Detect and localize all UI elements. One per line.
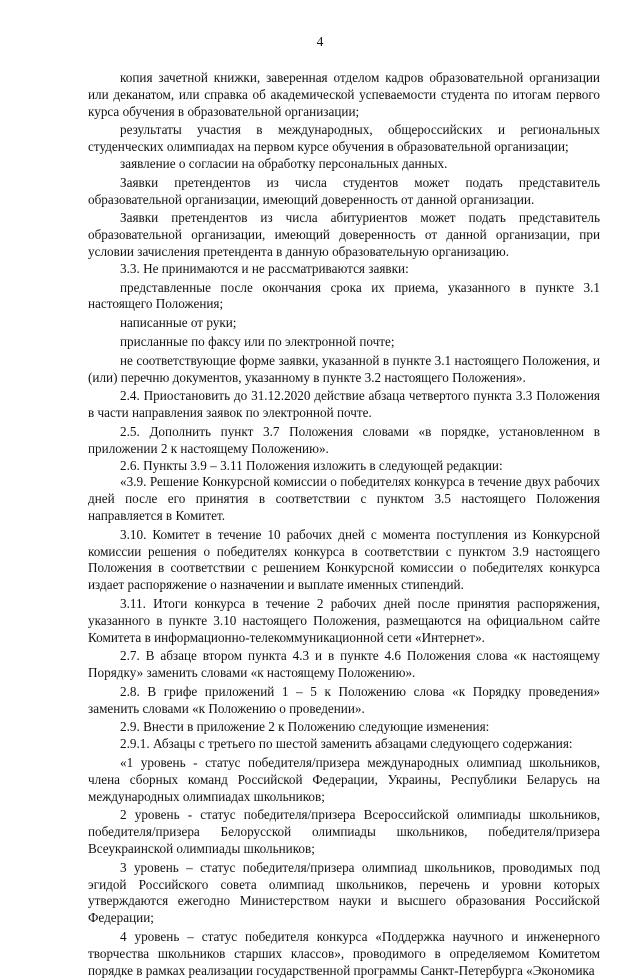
- paragraph: Заявки претендентов из числа студентов может подать представитель образовательной организации, имеющий доверенность от данной организации.: [88, 174, 600, 207]
- paragraph: 2.9.1. Абзацы с третьего по шестой заменить абзацами следующего содержания:: [120, 736, 573, 752]
- paragraph: «3.9. Решение Конкурсной комиссии о победителях конкурса в течение двух рабочих дней после его принятия в соответствии с пунктом 3.5 настоящего Положения направляется в Комитет.: [88, 474, 600, 523]
- paragraph: 3.3. Не принимаются и не рассматриваются заявки:: [120, 260, 409, 276]
- paragraph: результаты участия в международных, общероссийских и региональных студенческих олимпиадах на первом курсе обучения в образовательной организации;: [88, 122, 600, 155]
- paragraph: 4 уровень – статус победителя конкурса «Поддержка научного и инженерного творчества школьников старших классов», проводимого в определяемом Комитетом порядке в рамках реализации государственной программы Санкт-Петербурга «Экономика: [88, 929, 600, 978]
- paragraph: не соответствующие форме заявки, указанной в пункте 3.1 настоящего Положения, и (или) перечню документов, указанному в пункте 3.2 настоящего Положения».: [88, 352, 600, 385]
- paragraph: представленные после окончания срока их приема, указанного в пункте 3.1 настоящего Положения;: [88, 279, 600, 312]
- paragraph: присланные по факсу или по электронной почте;: [120, 333, 395, 349]
- paragraph: 2 уровень - статус победителя/призера Всероссийской олимпиады школьников, победителя/призера Белорусской олимпиады школьников, победителя/призера Всеукраинской олимпиады школьников;: [88, 807, 600, 857]
- paragraph: заявление о согласии на обработку персональных данных.: [120, 155, 448, 171]
- paragraph: 3.10. Комитет в течение 10 рабочих дней с момента поступления из Конкурсной комиссии решения о победителях конкурса в соответствии с пунктом 3.9 настоящего Положения в соответствии с решением Конкурсной комиссии о победителях конкурса издает распоряжение о назначении и выплате именных стипендий.: [88, 526, 600, 593]
- paragraph: 2.7. В абзаце втором пункта 4.3 и в пункте 4.6 Положения слова «к настоящему Порядку» заменить словами «к настоящему Положению».: [88, 648, 600, 681]
- paragraph: копия зачетной книжки, заверенная отделом кадров образовательной организации или деканатом, или справка об академической успеваемости студента по итогам первого курса обучения в образовательной организации;: [88, 70, 600, 119]
- paragraph: 2.4. Приостановить до 31.12.2020 действие абзаца четвертого пункта 3.3 Положения в части направления заявок по электронной почте.: [88, 388, 600, 421]
- paragraph: Заявки претендентов из числа абитуриентов может подать представитель образовательной организации, имеющий доверенность от данной организации, при условии зачисления претендента в данную образовательную организацию.: [88, 210, 600, 259]
- paragraph: 2.8. В грифе приложений 1 – 5 к Положению слова «к Порядку проведения» заменить словами «к Положению о проведении».: [88, 683, 600, 716]
- paragraph: 2.5. Дополнить пункт 3.7 Положения словами «в порядке, установленном в приложении 2 к настоящему Положению».: [88, 423, 600, 456]
- paragraph: 3.11. Итоги конкурса в течение 2 рабочих дней после принятия распоряжения, указанного в пункте 3.10 настоящего Положения, размещаются на официальном сайте Комитета в информационно-телекоммуникационной сети «Интернет».: [88, 595, 600, 645]
- paragraph: написанные от руки;: [120, 315, 237, 331]
- page-number: 4: [316, 34, 324, 49]
- paragraph: «1 уровень - статус победителя/призера международных олимпиад школьников, члена сборных команд Российской Федерации, Украины, Республики Беларусь на международных олимпиадах школьников;: [88, 755, 600, 804]
- paragraph: 2.9. Внести в приложение 2 к Положению следующие изменения:: [120, 719, 490, 735]
- paragraph: 2.6. Пункты 3.9 – 3.11 Положения изложить в следующей редакции:: [120, 457, 503, 473]
- document-body: [88, 70, 600, 979]
- paragraph: 3 уровень – статус победителя/призера олимпиад школьников, проводимых под эгидой Российского совета олимпиад школьников, перечень и уровни которых утверждаются ежегодно Министерством науки и высшего образования Российской Федерации;: [88, 859, 600, 926]
